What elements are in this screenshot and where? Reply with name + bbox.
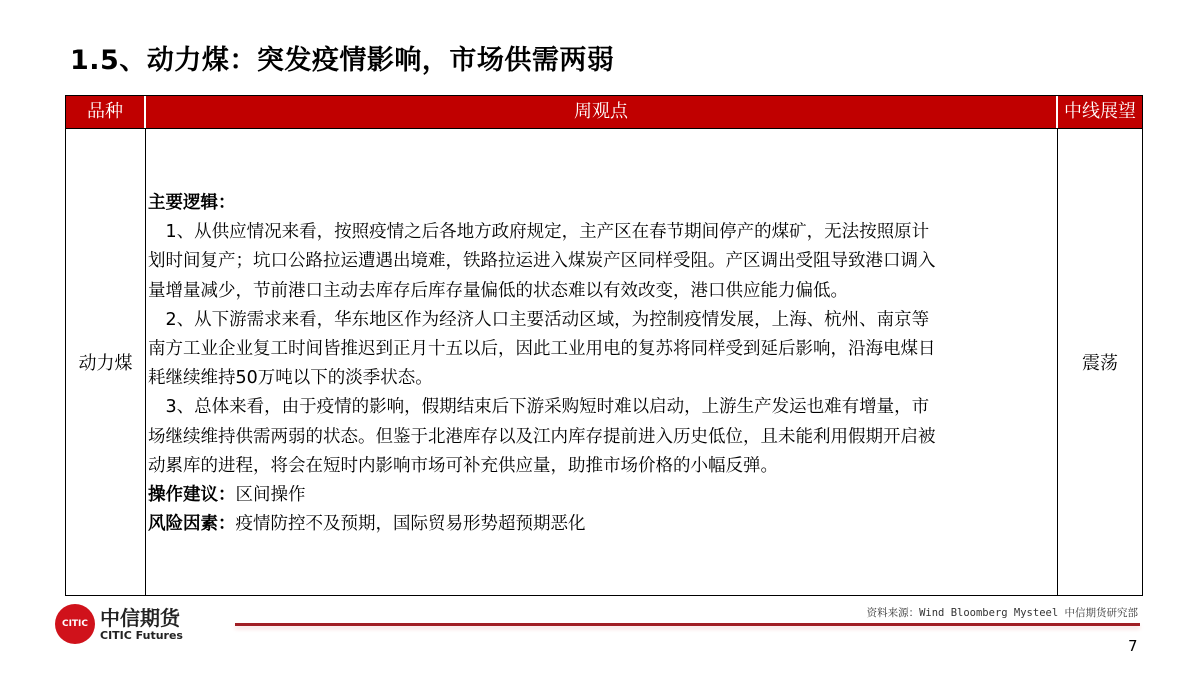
text-line: 2、从下游需求来看，华东地区作为经济人口主要活动区域，为控制疫情发展，上海、杭州、南京等 — [148, 309, 930, 330]
text-line: 动累库的进程，将会在短时内影响市场可补充供应量，助推市场价格的小幅反弹。 — [148, 455, 778, 476]
text-line: 量增量减少，节前港口主动去库存后库存量偏低的状态难以有效改变，港口供应能力偏低。 — [148, 280, 848, 301]
text-line: 场继续维持供需两弱的状态。但鉴于北港库存以及江内库存提前进入历史低位，且未能利用假期开启被 — [148, 426, 936, 447]
text-line: 南方工业企业复工时间皆推迟到正月十五以后，因此工业用电的复苏将同样受到延后影响，沿海电煤日 — [148, 339, 936, 360]
view-text — [148, 189, 1053, 539]
slide-title: 1.5、动力煤：突发疫情影响，市场供需两弱 — [70, 45, 615, 76]
text-line: 1、从供应情况来看，按照疫情之后各地方政府规定，主产区在春节期间停产的煤矿，无法按照原计 — [148, 222, 930, 243]
cell-weekly-view — [146, 128, 1058, 595]
logic-label: 主要逻辑： — [148, 193, 236, 213]
text-line: 3、总体来看，由于疫情的影响，假期结束后下游采购短时难以启动，上游生产发运也难有增量，市 — [148, 397, 930, 418]
risk-label: 风险因素： — [148, 514, 236, 535]
view-table — [65, 95, 1143, 596]
logo-mark-icon: CITIC — [55, 604, 95, 644]
header-variety: 品种 — [66, 96, 146, 128]
text-line: 耗继续维持50万吨以下的淡季状态。 — [148, 368, 433, 389]
suggestion: 区间操作 — [235, 485, 306, 506]
cell-outlook: 震荡 — [1058, 128, 1142, 595]
logo-en: CITIC Futures — [100, 628, 183, 642]
footer-divider — [235, 623, 1140, 626]
table-header — [66, 96, 1142, 128]
header-outlook: 中线展望 — [1064, 101, 1136, 122]
suggestion-label: 操作建议： — [148, 485, 236, 506]
source-note: 资料来源：Wind Bloomberg Mysteel 中信期货研究部 — [866, 607, 1138, 619]
risk: 疫情防控不及预期，国际贸易形势超预期恶化 — [235, 514, 586, 535]
header-weekly-view: 周观点 — [146, 96, 1058, 128]
citic-logo — [55, 604, 183, 644]
page-number: 7 — [1128, 637, 1138, 655]
cell-variety: 动力煤 — [66, 128, 146, 595]
logo-cn: 中信期货 — [100, 605, 180, 630]
text-line: 划时间复产；坑口公路拉运遭遇出境难，铁路拉运进入煤炭产区同样受阻。产区调出受阻导致港口调入 — [148, 251, 936, 272]
